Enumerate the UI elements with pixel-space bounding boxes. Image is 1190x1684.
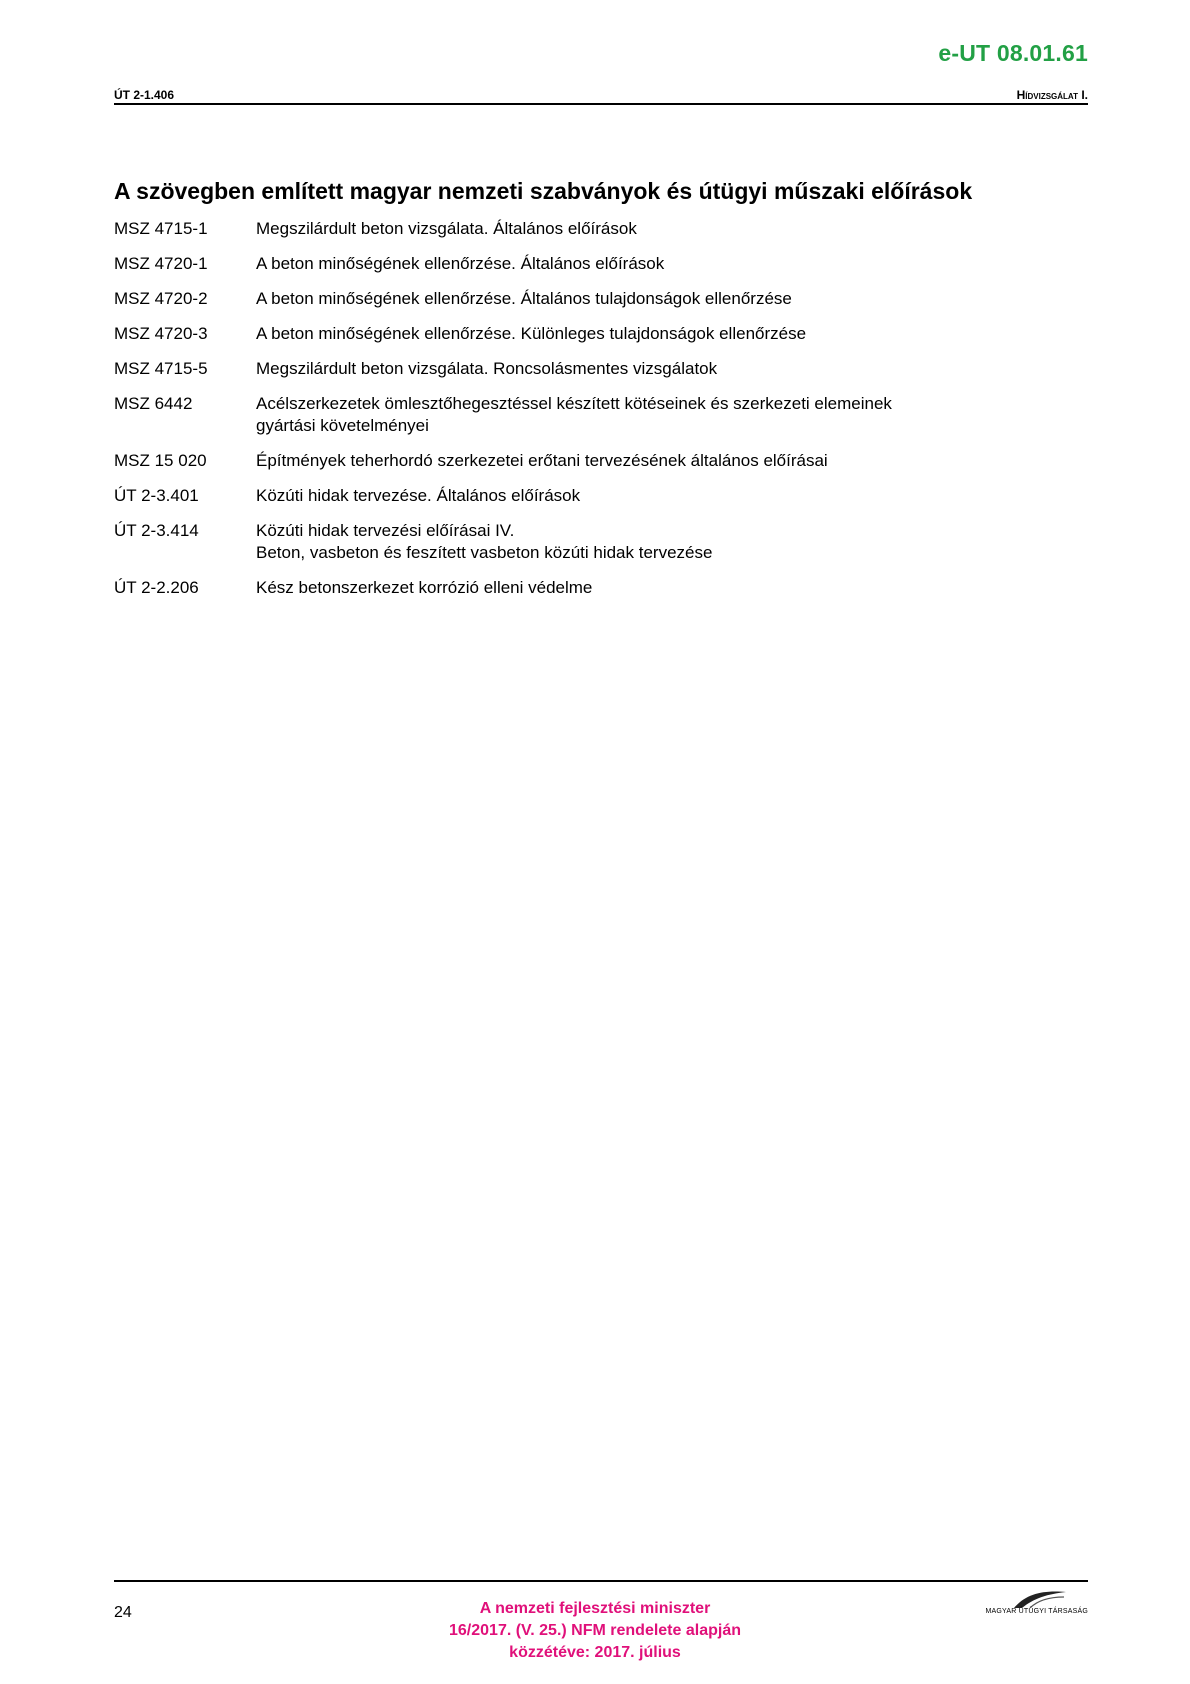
section-title: A szövegben említett magyar nemzeti szabványok és útügyi műszaki előírások	[114, 178, 973, 204]
reference-code: MSZ 4720-3	[114, 324, 208, 343]
reference-title	[256, 577, 1014, 599]
reference-title-line: Megszilárdult beton vizsgálata. Roncsolásmentes vizsgálatok	[256, 359, 718, 378]
reference-title	[256, 393, 1014, 437]
reference-title-line: Kész betonszerkezet korrózió elleni védelme	[256, 578, 593, 597]
page-number: 24	[114, 1604, 132, 1621]
footer-logo-text: MAGYAR ÚTÜGYI TÁRSASÁG	[985, 1608, 1088, 1615]
document-code: e-UT 08.01.61	[938, 40, 1088, 66]
reference-list	[114, 218, 1014, 612]
footer-line: közzétéve: 2017. július	[509, 1644, 681, 1661]
reference-code: MSZ 4720-1	[114, 254, 208, 273]
reference-title	[256, 253, 1014, 275]
reference-title-line: Közúti hidak tervezése. Általános előírások	[256, 486, 581, 505]
reference-row	[114, 358, 1014, 380]
header-right-label: Hídvizsgálat I.	[1016, 88, 1088, 102]
header-rule	[114, 103, 1088, 105]
reference-title	[256, 323, 1014, 345]
footer-rule	[114, 1580, 1088, 1582]
reference-row	[114, 288, 1014, 310]
reference-title	[256, 520, 1014, 564]
reference-row	[114, 253, 1014, 275]
reference-title-line: A beton minőségének ellenőrzése. Általános előírások	[256, 254, 665, 273]
reference-title-line: gyártási követelményei	[256, 416, 429, 435]
reference-title	[256, 485, 1014, 507]
reference-code: MSZ 4715-5	[114, 359, 208, 378]
reference-title-line: Közúti hidak tervezési előírásai IV.	[256, 521, 515, 540]
reference-code: MSZ 6442	[114, 394, 193, 413]
reference-code: MSZ 15 020	[114, 451, 207, 470]
reference-code: MSZ 4715-1	[114, 219, 208, 238]
reference-title	[256, 450, 1014, 472]
reference-title	[256, 358, 1014, 380]
footer-publication-note	[395, 1598, 795, 1664]
reference-row	[114, 323, 1014, 345]
footer-line: A nemzeti fejlesztési miniszter	[479, 1600, 711, 1617]
reference-title-line: A beton minőségének ellenőrzése. Általános tulajdonságok ellenőrzése	[256, 289, 792, 308]
road-swoosh-icon	[1012, 1588, 1068, 1610]
reference-row	[114, 218, 1014, 240]
reference-row	[114, 577, 1014, 599]
reference-title	[256, 288, 1014, 310]
footer-logo	[928, 1588, 1088, 1628]
reference-code: ÚT 2-3.401	[114, 486, 199, 505]
reference-row	[114, 485, 1014, 507]
reference-row	[114, 450, 1014, 472]
reference-title-line: Acélszerkezetek ömlesztőhegesztéssel készített kötéseinek és szerkezeti elemeinek	[256, 394, 892, 413]
reference-title-line: Megszilárdult beton vizsgálata. Általános előírások	[256, 219, 637, 238]
header-left-label: ÚT 2-1.406	[114, 88, 175, 102]
reference-code: MSZ 4720-2	[114, 289, 208, 308]
reference-code: ÚT 2-3.414	[114, 521, 199, 540]
reference-title-line: A beton minőségének ellenőrzése. Különleges tulajdonságok ellenőrzése	[256, 324, 807, 343]
reference-row	[114, 520, 1014, 564]
reference-code: ÚT 2-2.206	[114, 578, 199, 597]
reference-row	[114, 393, 1014, 437]
reference-title-line: Építmények teherhordó szerkezetei erőtani tervezésének általános előírásai	[256, 451, 828, 470]
reference-title	[256, 218, 1014, 240]
footer-line: 16/2017. (V. 25.) NFM rendelete alapján	[449, 1622, 741, 1639]
reference-title-line: Beton, vasbeton és feszített vasbeton közúti hidak tervezése	[256, 543, 713, 562]
